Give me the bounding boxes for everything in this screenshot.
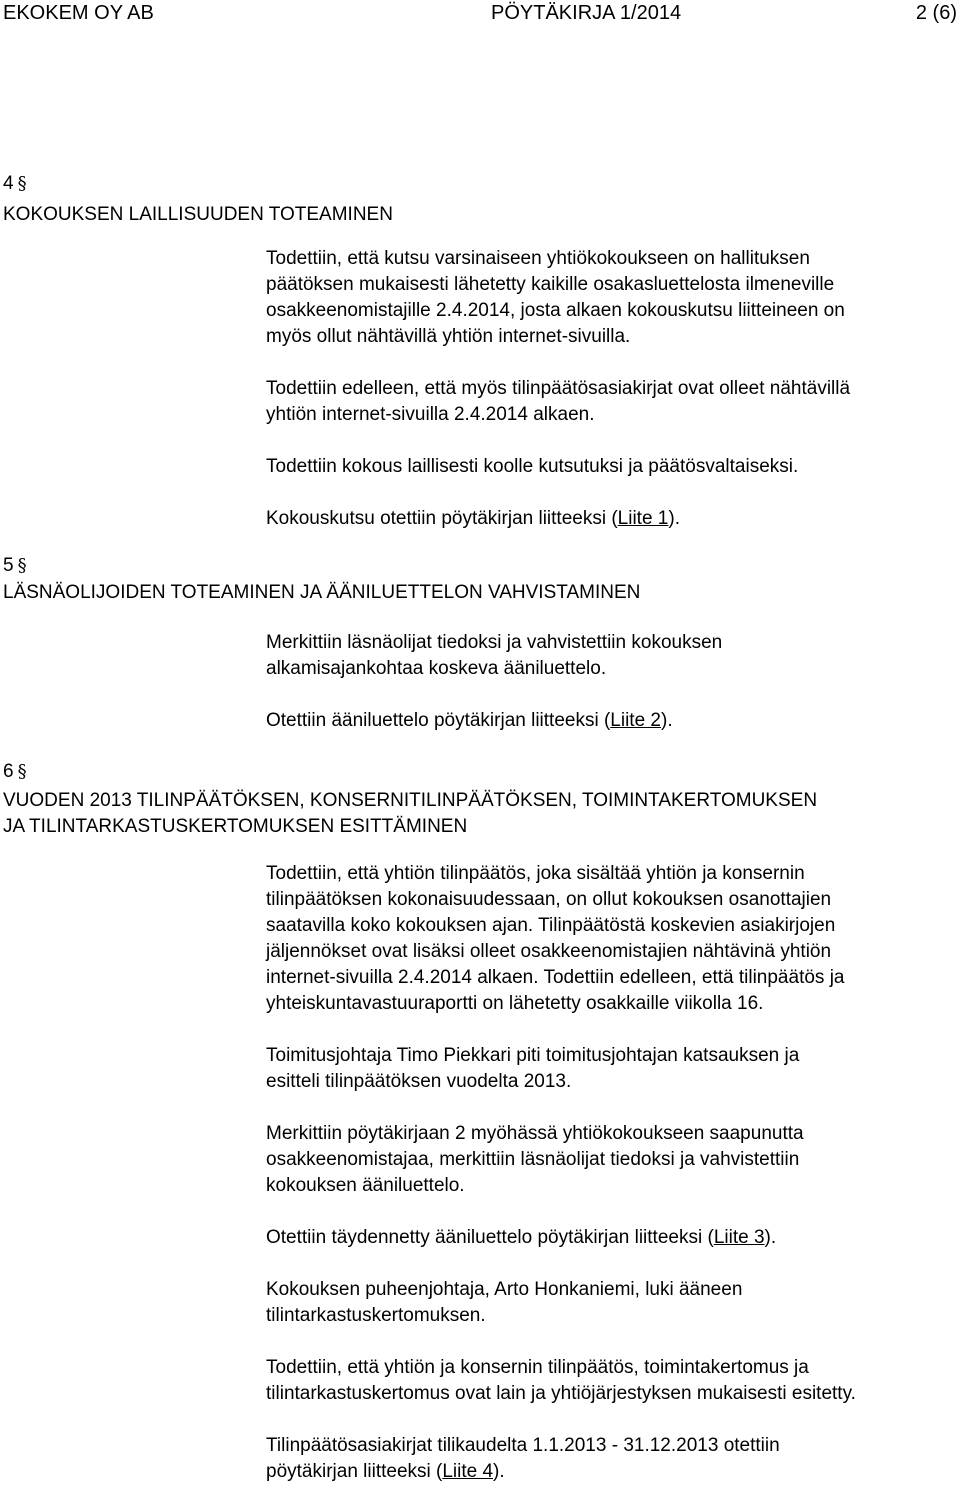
paragraph: Otettiin ääniluettelo pöytäkirjan liitteeksi (Liite 2).	[266, 710, 673, 731]
company-name: EKOKEM OY AB	[3, 2, 154, 24]
section-number: 4 §	[3, 173, 27, 194]
paragraph: Merkittiin läsnäolijat tiedoksi ja vahvistettiin kokouksen alkamisajankohtaa koskeva ääniluettelo.	[266, 632, 723, 679]
section-4-heading	[3, 172, 958, 228]
section-sign: §	[17, 173, 27, 194]
paragraph: Toimitusjohtaja Timo Piekkari piti toimitusjohtajan katsauksen ja esitteli tilinpäätöksen vuodelta 2013.	[266, 1045, 800, 1092]
attachment-link[interactable]: Liite 3	[713, 1227, 765, 1248]
paragraph: Tilinpäätösasiakirjat tilikaudelta 1.1.2013 - 31.12.2013 otettiin pöytäkirjan liitteeksi (Liite 4).	[266, 1435, 780, 1482]
document-type: PÖYTÄKIRJA 1/2014	[491, 2, 682, 24]
paragraph: Otettiin täydennetty ääniluettelo pöytäkirjan liitteeksi (Liite 3).	[266, 1227, 777, 1248]
section-5-body	[266, 630, 956, 734]
section-6-body	[266, 861, 956, 1485]
paragraph: Todettiin, että yhtiön tilinpäätös, joka sisältää yhtiön ja konsernin tilinpäätöksen kokonaisuudessaan, on ollut kokouksen osanottajien saatavilla koko kokouksen ajan. Tilinpäätöstä koskevien asiakirjojen jäljennökset ovat lisäksi olleet osakkeenomistajien nähtävinä yhtiön internet-sivuilla 2.4.2014 alkaen. Todettiin edelleen, että tilinpäätös ja yhteiskuntavastuuraportti on lähetetty osakkaille viikolla 16.	[266, 863, 845, 1014]
section-4-body	[266, 246, 956, 532]
paragraph: Kokouksen puheenjohtaja, Arto Honkaniemi, luki ääneen tilintarkastuskertomuksen.	[266, 1279, 743, 1326]
section-title: KOKOUKSEN LAILLISUUDEN TOTEAMINEN	[3, 204, 393, 225]
paragraph: Kokouskutsu otettiin pöytäkirjan liitteeksi (Liite 1).	[266, 508, 680, 529]
paragraph: Todettiin, että yhtiön ja konsernin tilinpäätös, toimintakertomus ja tilintarkastuskertomus ovat lain ja yhtiöjärjestyksen mukaisesti esitetty.	[266, 1357, 856, 1404]
paragraph: Todettiin edelleen, että myös tilinpäätösasiakirjat ovat olleet nähtävillä yhtiön internet-sivuilla 2.4.2014 alkaen.	[266, 378, 851, 425]
attachment-link[interactable]: Liite 2	[610, 710, 661, 731]
attachment-link[interactable]: Liite 1	[617, 508, 669, 529]
section-6-heading	[3, 760, 958, 840]
paragraph: Todettiin, että kutsu varsinaiseen yhtiökokoukseen on hallituksen päätöksen mukaisesti lähetetty kaikille osakasluettelosta ilmeneville osakkeenomistajille 2.4.2014, josta alkaen kokouskutsu liitteineen on myös ollut nähtävillä yhtiön internet-sivuilla.	[266, 248, 845, 347]
section-sign: §	[17, 555, 27, 576]
section-sign: §	[17, 761, 27, 782]
section-5-heading	[3, 554, 958, 606]
paragraph: Merkittiin pöytäkirjaan 2 myöhässä yhtiökokoukseen saapunutta osakkeenomistajaa, merkittiin läsnäolijat tiedoksi ja vahvistettiin kokouksen ääniluettelo.	[266, 1123, 804, 1196]
section-title: LÄSNÄOLIJOIDEN TOTEAMINEN JA ÄÄNILUETTELON VAHVISTAMINEN	[3, 582, 641, 603]
attachment-link[interactable]: Liite 4	[442, 1461, 494, 1482]
section-number: 6 §	[3, 761, 27, 782]
paragraph: Todettiin kokous laillisesti koolle kutsutuksi ja päätösvaltaiseksi.	[266, 456, 799, 477]
page-header	[3, 2, 957, 30]
section-number: 5 §	[3, 555, 27, 576]
section-title: VUODEN 2013 TILINPÄÄTÖKSEN, KONSERNITILINPÄÄTÖKSEN, TOIMINTAKERTOMUKSEN JA TILINTARKASTUSKERTOMUKSEN ESITTÄMINEN	[3, 790, 818, 837]
page-number: 2 (6)	[915, 2, 957, 24]
